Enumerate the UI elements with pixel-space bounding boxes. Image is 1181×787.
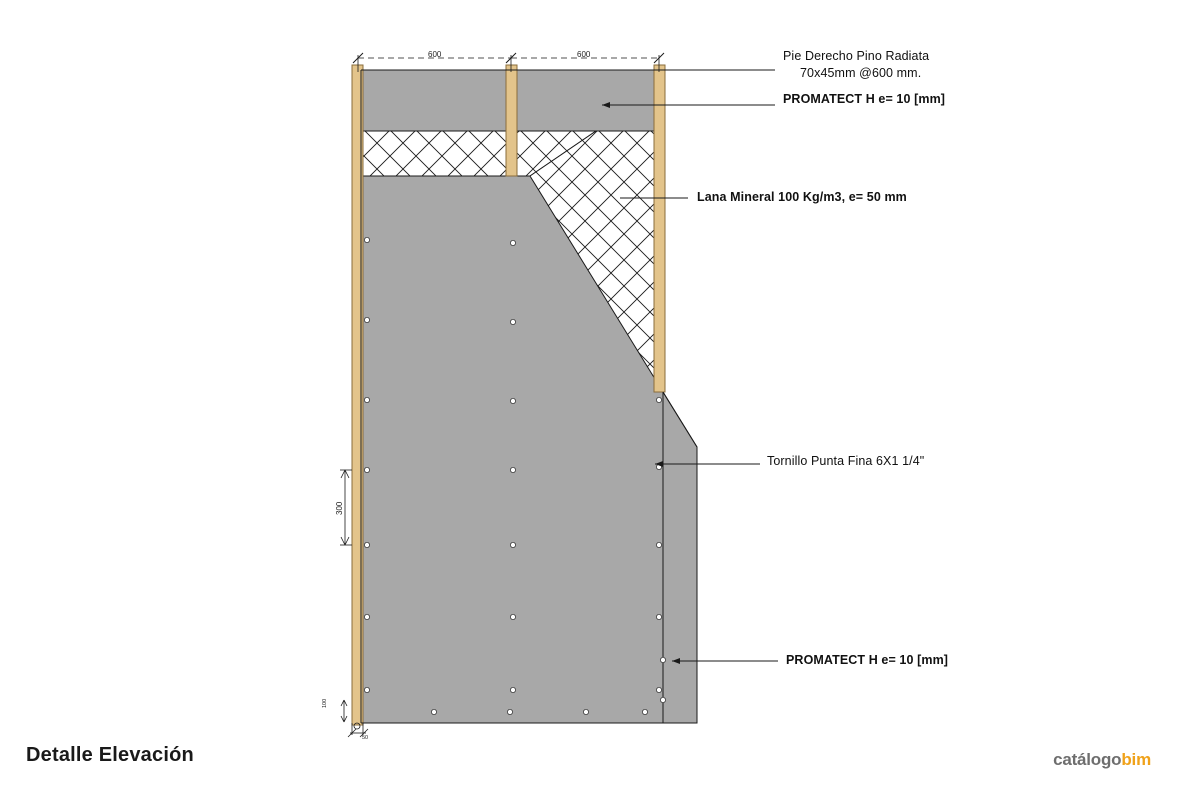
callout-pie-derecho-line1: Pie Derecho Pino Radiata bbox=[783, 49, 930, 63]
dimension-bottom-tiny: 50 bbox=[362, 735, 369, 741]
stud-middle bbox=[506, 65, 517, 176]
stud-right bbox=[654, 65, 665, 392]
brand-logo-part1: catálogo bbox=[1053, 750, 1122, 769]
callout-lana-mineral: Lana Mineral 100 Kg/m3, e= 50 mm bbox=[697, 190, 907, 204]
callout-tornillo: Tornillo Punta Fina 6X1 1/4" bbox=[767, 454, 925, 468]
brand-logo-part2: bim bbox=[1121, 750, 1151, 769]
dimension-top-right: 600 bbox=[577, 50, 591, 59]
callout-promatect-top: PROMATECT H e= 10 [mm] bbox=[783, 92, 946, 106]
brand-logo bbox=[1053, 750, 1151, 770]
callout-pie-derecho-line2: 70x45mm @600 mm. bbox=[800, 66, 922, 80]
dimension-left-vertical: 300 bbox=[335, 501, 344, 515]
dimension-top-left: 600 bbox=[428, 50, 442, 59]
dimension-bottom-small: 100 bbox=[322, 698, 328, 708]
callout-promatect-bottom: PROMATECT H e= 10 [mm] bbox=[786, 653, 949, 667]
page-title: Detalle Elevación bbox=[26, 744, 194, 766]
